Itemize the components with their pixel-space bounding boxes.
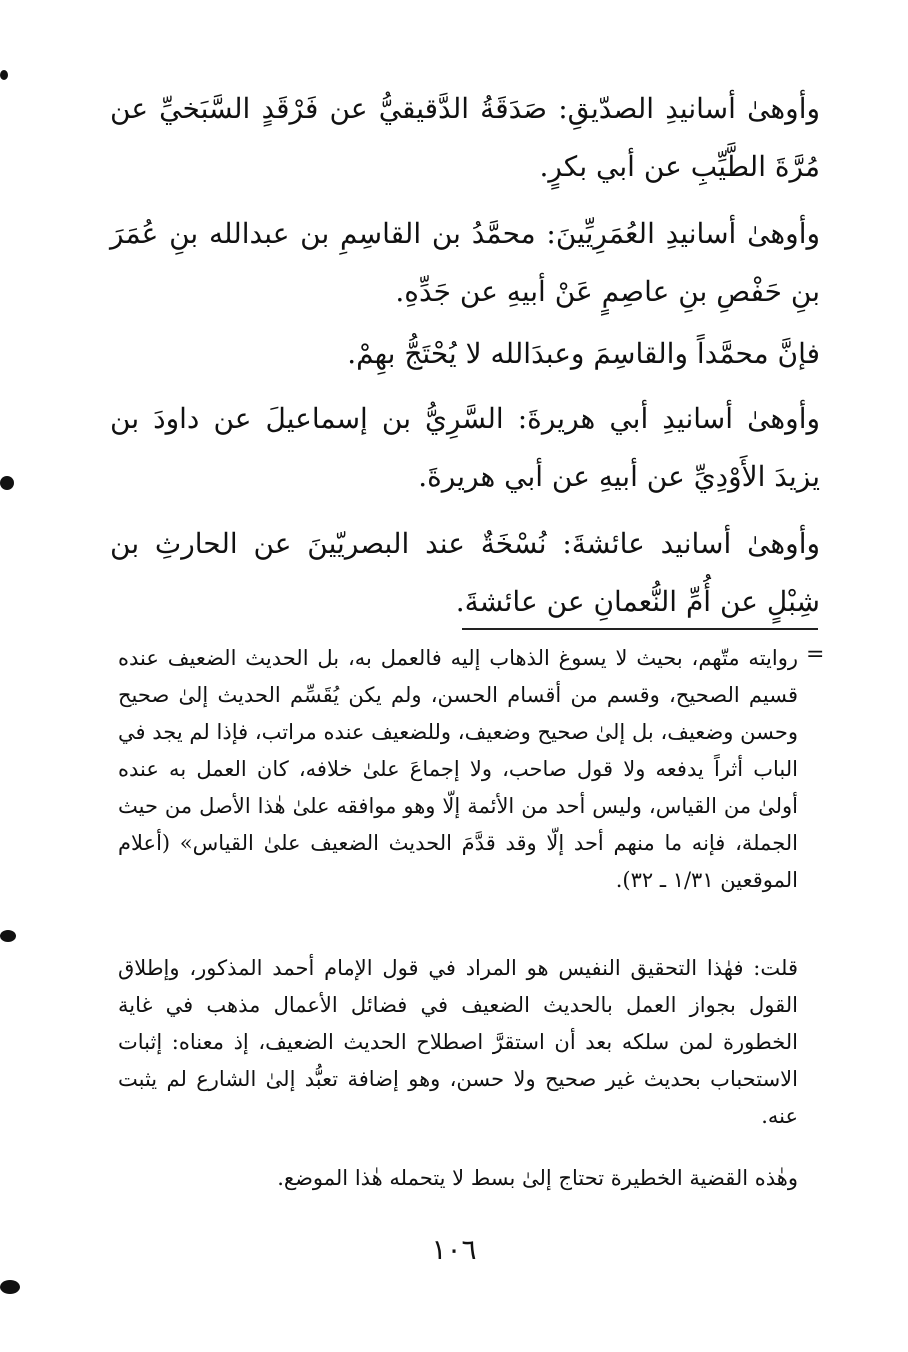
main-paragraph-note: فإنَّ محمَّداً والقاسِمَ وعبدَالله لا يُحْتَجُّ بهِمْ.	[347, 337, 820, 370]
footnote-paragraph: قلت: فهٰذا التحقيق النفيس هو المراد في قول الإمام أحمد المذكور، وإطلاق القول بجواز العمل بالحديث الضعيف في فضائل الأعمال مذهب في غاية الخطورة لمن سلكه بعد أن استقرَّ اصطلاح الحديث الضعيف، إذ معناه: إثبات الاستحباب بحديث غير صحيح ولا حسن، وهو إضافة تعبُّد إلىٰ الشارع لم يثبت عنه.	[118, 956, 798, 1128]
footnote-continuation-marker: =	[806, 642, 825, 667]
scan-speck	[0, 476, 14, 490]
footnote-separator	[462, 628, 818, 630]
scan-speck	[0, 70, 8, 80]
main-paragraph-abu-hurayra: وأوهىٰ أسانيدِ أبي هريرةَ: السَّرِيُّ بن إسماعيلَ عن داودَ بن يزيدَ الأَوْدِيِّ عن أبيهِ عن أبي هريرةَ.	[110, 402, 820, 493]
scan-speck	[0, 1280, 20, 1294]
scan-speck	[0, 930, 16, 942]
page-number: ١٠٦	[431, 1233, 477, 1266]
main-paragraph-umariyyin: وأوهىٰ أسانيدِ العُمَرِيِّينَ: محمَّدُ بن القاسِمِ بن عبدالله بنِ عُمَرَ بنِ حَفْصِ بنِ عاصِمٍ عَنْ أبيهِ عن جَدِّهِ.	[110, 217, 820, 308]
footnote-paragraph: وهٰذه القضية الخطيرة تحتاج إلىٰ بسط لا يتحمله هٰذا الموضع.	[277, 1166, 798, 1190]
footnote-paragraph: روايته متّهم، بحيث لا يسوغ الذهاب إليه فالعمل به، بل الحديث الضعيف عنده قسيم الصحيح، وقسم من أقسام الحسن، ولم يكن يُقَسِّم الحديث إلىٰ صحيح وحسن وضعيف، بل إلىٰ صحيح وضعيف، وللضعيف عنده مراتب، فإذا لم يجد في الباب أثراً يدفعه ولا قول صاحب، ولا إجماعَ علىٰ خلافه، كان العمل به عنده أولىٰ من القياس، وليس أحد من الأئمة إلّا وهو موافقه علىٰ هٰذا الأصل من حيث الجملة، فإنه ما منهم أحد إلّا وقد قدَّمَ الحديث الضعيف علىٰ القياس» (أعلام الموقعين ١/٣١ ـ ٣٢).	[118, 646, 798, 892]
main-paragraph-siddiq: وأوهىٰ أسانيدِ الصدّيقِ: صَدَقَةُ الدَّقيقيُّ عن فَرْقَدٍ السَّبَخيِّ عن مُرَّةَ الطَّيِّبِ عن أبي بكرٍ.	[110, 92, 820, 183]
main-paragraph-aisha: وأوهىٰ أسانيد عائشةَ: نُسْخَةٌ عند البصريّينَ عن الحارثِ بن شِبْلٍ عن أُمِّ النُّعمانِ عن عائشةَ.	[110, 527, 820, 618]
